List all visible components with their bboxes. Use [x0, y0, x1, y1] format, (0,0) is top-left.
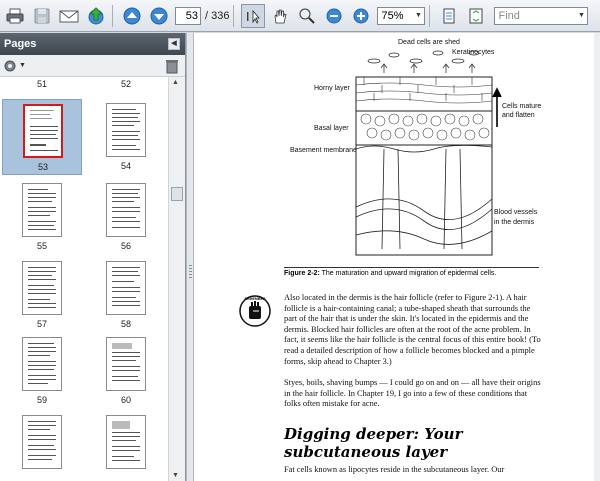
page-thumbnail-image — [22, 183, 62, 237]
skin-layers-illustration — [354, 39, 494, 265]
fullscreen-icon[interactable] — [464, 4, 488, 28]
trash-icon[interactable] — [165, 58, 179, 74]
zoom-tool-icon[interactable] — [295, 4, 319, 28]
next-page-icon[interactable] — [147, 4, 171, 28]
page-thumbnail[interactable] — [2, 77, 82, 93]
toolbar-separator — [112, 5, 113, 27]
skin-layers-figure — [354, 39, 494, 265]
chevron-down-icon[interactable]: ▼ — [19, 62, 26, 69]
email-icon[interactable] — [57, 4, 81, 28]
figure-label: in the dermis — [494, 219, 535, 226]
section-heading: Digging deeper: Your subcutaneous layer — [284, 425, 463, 461]
pages-panel-toolbar — [0, 55, 185, 77]
upload-icon[interactable] — [84, 4, 108, 28]
pages-panel — [0, 33, 186, 481]
figure-label: Horny layer — [314, 85, 350, 92]
page-thumbnail[interactable] — [2, 411, 82, 481]
document-view[interactable] — [194, 33, 600, 481]
page-thumbnail-image — [22, 337, 62, 391]
zoom-out-icon[interactable] — [322, 4, 346, 28]
remember-label: REMEMBER — [244, 297, 266, 301]
save-icon[interactable] — [30, 4, 54, 28]
page-thumbnail-label: 58 — [120, 319, 131, 329]
page-thumbnail-image — [106, 183, 146, 237]
printer-icon[interactable] — [3, 4, 27, 28]
zoom-level-select[interactable] — [377, 7, 425, 25]
page-thumbnail[interactable] — [86, 179, 166, 255]
page-thumbnail-label: 54 — [120, 161, 131, 171]
body-paragraph: Styes, boils, shaving bumps — I could go on and on — all have their origins in the hair follicle. In Chapter 19, I go into a few of these conditions that folks often mistake for acne. — [284, 378, 541, 409]
thumbnail-list — [0, 77, 168, 481]
page-thumbnail[interactable] — [86, 333, 166, 409]
page-thumbnail[interactable] — [2, 257, 82, 333]
scroll-up-icon[interactable]: ▲ — [172, 79, 179, 86]
toolbar-separator — [429, 5, 430, 27]
splitter-grip[interactable] — [189, 265, 192, 279]
document-scrollbar[interactable] — [594, 33, 600, 481]
find-placeholder: Find — [498, 9, 520, 22]
hand-tool-icon[interactable] — [268, 4, 292, 28]
page-thumbnail-image — [106, 415, 146, 469]
page-thumbnail-label: 55 — [36, 241, 47, 251]
pages-panel-title: Pages — [4, 38, 37, 50]
figure-caption-text: The maturation and upward migration of epidermal cells. — [321, 270, 497, 277]
body-paragraph: Also located in the dermis is the hair follicle (refer to Figure 2-1). A hair follicle is a hair-containing canal; a tube-shaped sheath that surrounds the part of the hair that is under the skin. It's located in the epidermis and the dermis. Blocked hair follicles are often at the root of the acne problem. In fact, it seems like the hair follicle is the central focus of this entire book! (To read a detailed description of how a follicle becomes blocked and a pimple forms, skip ahead to Chapter 3.) — [284, 293, 541, 366]
scroll-down-icon[interactable]: ▼ — [172, 472, 179, 479]
page-thumbnail-label: 56 — [120, 241, 131, 251]
figure-label: and flatten — [502, 112, 535, 119]
page-thumbnail-label: 60 — [120, 395, 131, 405]
page-thumbnail-image — [106, 337, 146, 391]
remember-icon — [239, 295, 271, 327]
pane-splitter[interactable] — [186, 33, 194, 481]
upward-arrow-icon — [492, 87, 502, 127]
body-paragraph: Fat cells known as lipocytes reside in the subcutaneous layer. Our — [284, 465, 505, 474]
page-thumbnail-image — [106, 103, 146, 157]
chevron-down-icon[interactable]: ▼ — [415, 11, 422, 19]
figure-label: Basal layer — [314, 125, 349, 132]
page-number-input[interactable]: 53 — [175, 7, 201, 25]
page-thumbnail[interactable] — [2, 179, 82, 255]
fit-page-icon[interactable] — [437, 4, 461, 28]
page-thumbnail[interactable] — [86, 411, 166, 481]
page-thumbnail[interactable] — [2, 333, 82, 409]
select-text-icon[interactable] — [241, 4, 265, 28]
page-thumbnail-selected[interactable] — [2, 99, 82, 175]
page-thumbnail-label: 59 — [36, 395, 47, 405]
page-thumbnail-image — [22, 261, 62, 315]
thumbnail-scrollbar[interactable] — [168, 77, 185, 481]
figure-caption — [284, 267, 539, 277]
page-thumbnail-label: 53 — [37, 162, 48, 172]
zoom-in-icon[interactable] — [349, 4, 373, 28]
page-thumbnail-image — [106, 261, 146, 315]
page-thumbnail-label: 52 — [120, 79, 131, 89]
page-thumbnail[interactable] — [86, 99, 166, 175]
prev-page-icon[interactable] — [120, 4, 144, 28]
page-thumbnail[interactable] — [86, 77, 166, 93]
toolbar — [0, 0, 600, 32]
chevron-down-icon[interactable]: ▼ — [578, 11, 585, 19]
figure-label: Keratinocytes — [452, 49, 495, 56]
zoom-level-value: 75% — [381, 9, 404, 22]
page-thumbnail-image — [23, 104, 63, 158]
scrollbar-thumb[interactable] — [171, 187, 183, 201]
svg-text:I: I — [246, 9, 251, 24]
figure-label: Dead cells are shed — [398, 39, 460, 46]
figure-caption-label: Figure 2-2: — [284, 270, 320, 277]
figure-label: Cells mature — [502, 103, 542, 110]
toolbar-separator — [233, 5, 234, 27]
figure-label: Basement membrane — [290, 147, 357, 154]
page-total: / 336 — [205, 9, 230, 22]
find-input[interactable] — [494, 7, 588, 25]
page-thumbnail-image — [22, 415, 62, 469]
gear-icon[interactable] — [3, 58, 19, 74]
page-thumbnail-label: 51 — [36, 79, 47, 89]
collapse-panel-icon[interactable]: ◀ — [168, 38, 180, 50]
pages-panel-header — [0, 33, 185, 55]
page-thumbnail[interactable] — [86, 257, 166, 333]
page-thumbnail-label: 57 — [36, 319, 47, 329]
figure-label: Blood vessels — [494, 209, 538, 216]
